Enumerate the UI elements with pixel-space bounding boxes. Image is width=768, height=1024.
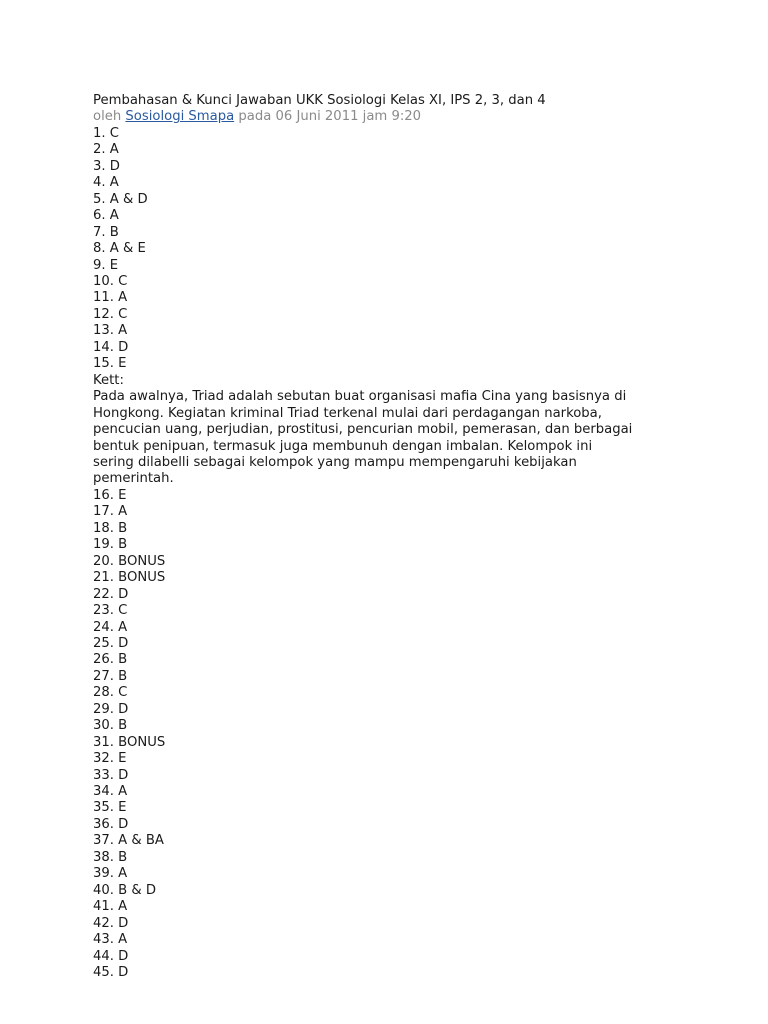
answer-item: 45. D — [93, 965, 129, 981]
answer-item: 38. B — [93, 849, 128, 865]
answer-item: 5. A & D — [93, 191, 148, 207]
answer-item: 16. E — [93, 487, 127, 503]
answer-item: 24. A — [93, 619, 128, 635]
answer-list-part2 — [93, 488, 693, 982]
answer-item: 41. A — [93, 899, 128, 915]
answer-item: 29. D — [93, 701, 129, 717]
answer-item: 39. A — [93, 866, 128, 882]
meta-prefix: oleh — [93, 109, 122, 125]
note-line: Pada awalnya, Triad adalah sebutan buat organisasi mafia Cina yang basisnya di — [93, 389, 627, 405]
answer-item: 26. B — [93, 652, 128, 668]
answer-item: 25. D — [93, 635, 129, 651]
post-meta — [93, 109, 693, 125]
answer-item: 37. A & BA — [93, 833, 164, 849]
note-line: sering dilabelli sebagai kelompok yang mampu mempengaruhi kebijakan — [93, 454, 577, 470]
meta-date: pada 06 Juni 2011 jam 9:20 — [238, 109, 422, 125]
answer-item: 6. A — [93, 208, 119, 224]
answer-item: 30. B — [93, 718, 128, 734]
answer-item: 31. BONUS — [93, 734, 166, 750]
document-title: Pembahasan & Kunci Jawaban UKK Sosiologi Kelas XI, IPS 2, 3, dan 4 — [93, 93, 546, 108]
answer-item: 40. B & D — [93, 882, 157, 898]
answer-item: 15. E — [93, 356, 127, 372]
answer-item: 4. A — [93, 175, 119, 191]
answer-item: 44. D — [93, 948, 129, 964]
document-body — [93, 93, 693, 981]
answer-item: 13. A — [93, 323, 128, 339]
answer-item: 43. A — [93, 932, 128, 948]
note-line: pencucian uang, perjudian, prostitusi, pencurian mobil, pemerasan, dan berbagai — [93, 422, 633, 438]
answer-item: 2. A — [93, 142, 119, 158]
author-link[interactable]: Sosiologi Smapa — [125, 109, 235, 125]
answer-item: 3. D — [93, 158, 120, 174]
answer-item: 17. A — [93, 504, 128, 520]
answer-item: 32. E — [93, 751, 127, 767]
note-line: Hongkong. Kegiatan kriminal Triad terkenal mulai dari perdagangan narkoba, — [93, 405, 602, 421]
answer-item: 35. E — [93, 800, 127, 816]
answer-item: 9. E — [93, 257, 119, 273]
answer-item: 20. BONUS — [93, 553, 166, 569]
answer-item: 36. D — [93, 816, 129, 832]
note-line: bentuk penipuan, termasuk juga membunuh dengan imbalan. Kelompok ini — [93, 438, 593, 454]
answer-item: 1. C — [93, 125, 119, 141]
note-line: pemerintah. — [93, 471, 174, 487]
note-label: Kett: — [93, 372, 124, 388]
answer-item: 8. A & E — [93, 241, 146, 257]
answer-item: 12. C — [93, 306, 128, 322]
answer-item: 42. D — [93, 915, 129, 931]
answer-item: 7. B — [93, 224, 119, 240]
answer-item: 27. B — [93, 668, 128, 684]
answer-item: 23. C — [93, 603, 128, 619]
answer-item: 34. A — [93, 784, 128, 800]
note-paragraph — [93, 389, 693, 488]
answer-item: 18. B — [93, 520, 128, 536]
answer-item: 28. C — [93, 685, 128, 701]
answer-item: 22. D — [93, 586, 129, 602]
answer-item: 19. B — [93, 537, 128, 553]
answer-item: 11. A — [93, 290, 128, 306]
answer-item: 10. C — [93, 273, 128, 289]
answer-item: 14. D — [93, 339, 129, 355]
answer-list-part1 — [93, 126, 693, 373]
answer-item: 33. D — [93, 767, 129, 783]
answer-item: 21. BONUS — [93, 570, 166, 586]
